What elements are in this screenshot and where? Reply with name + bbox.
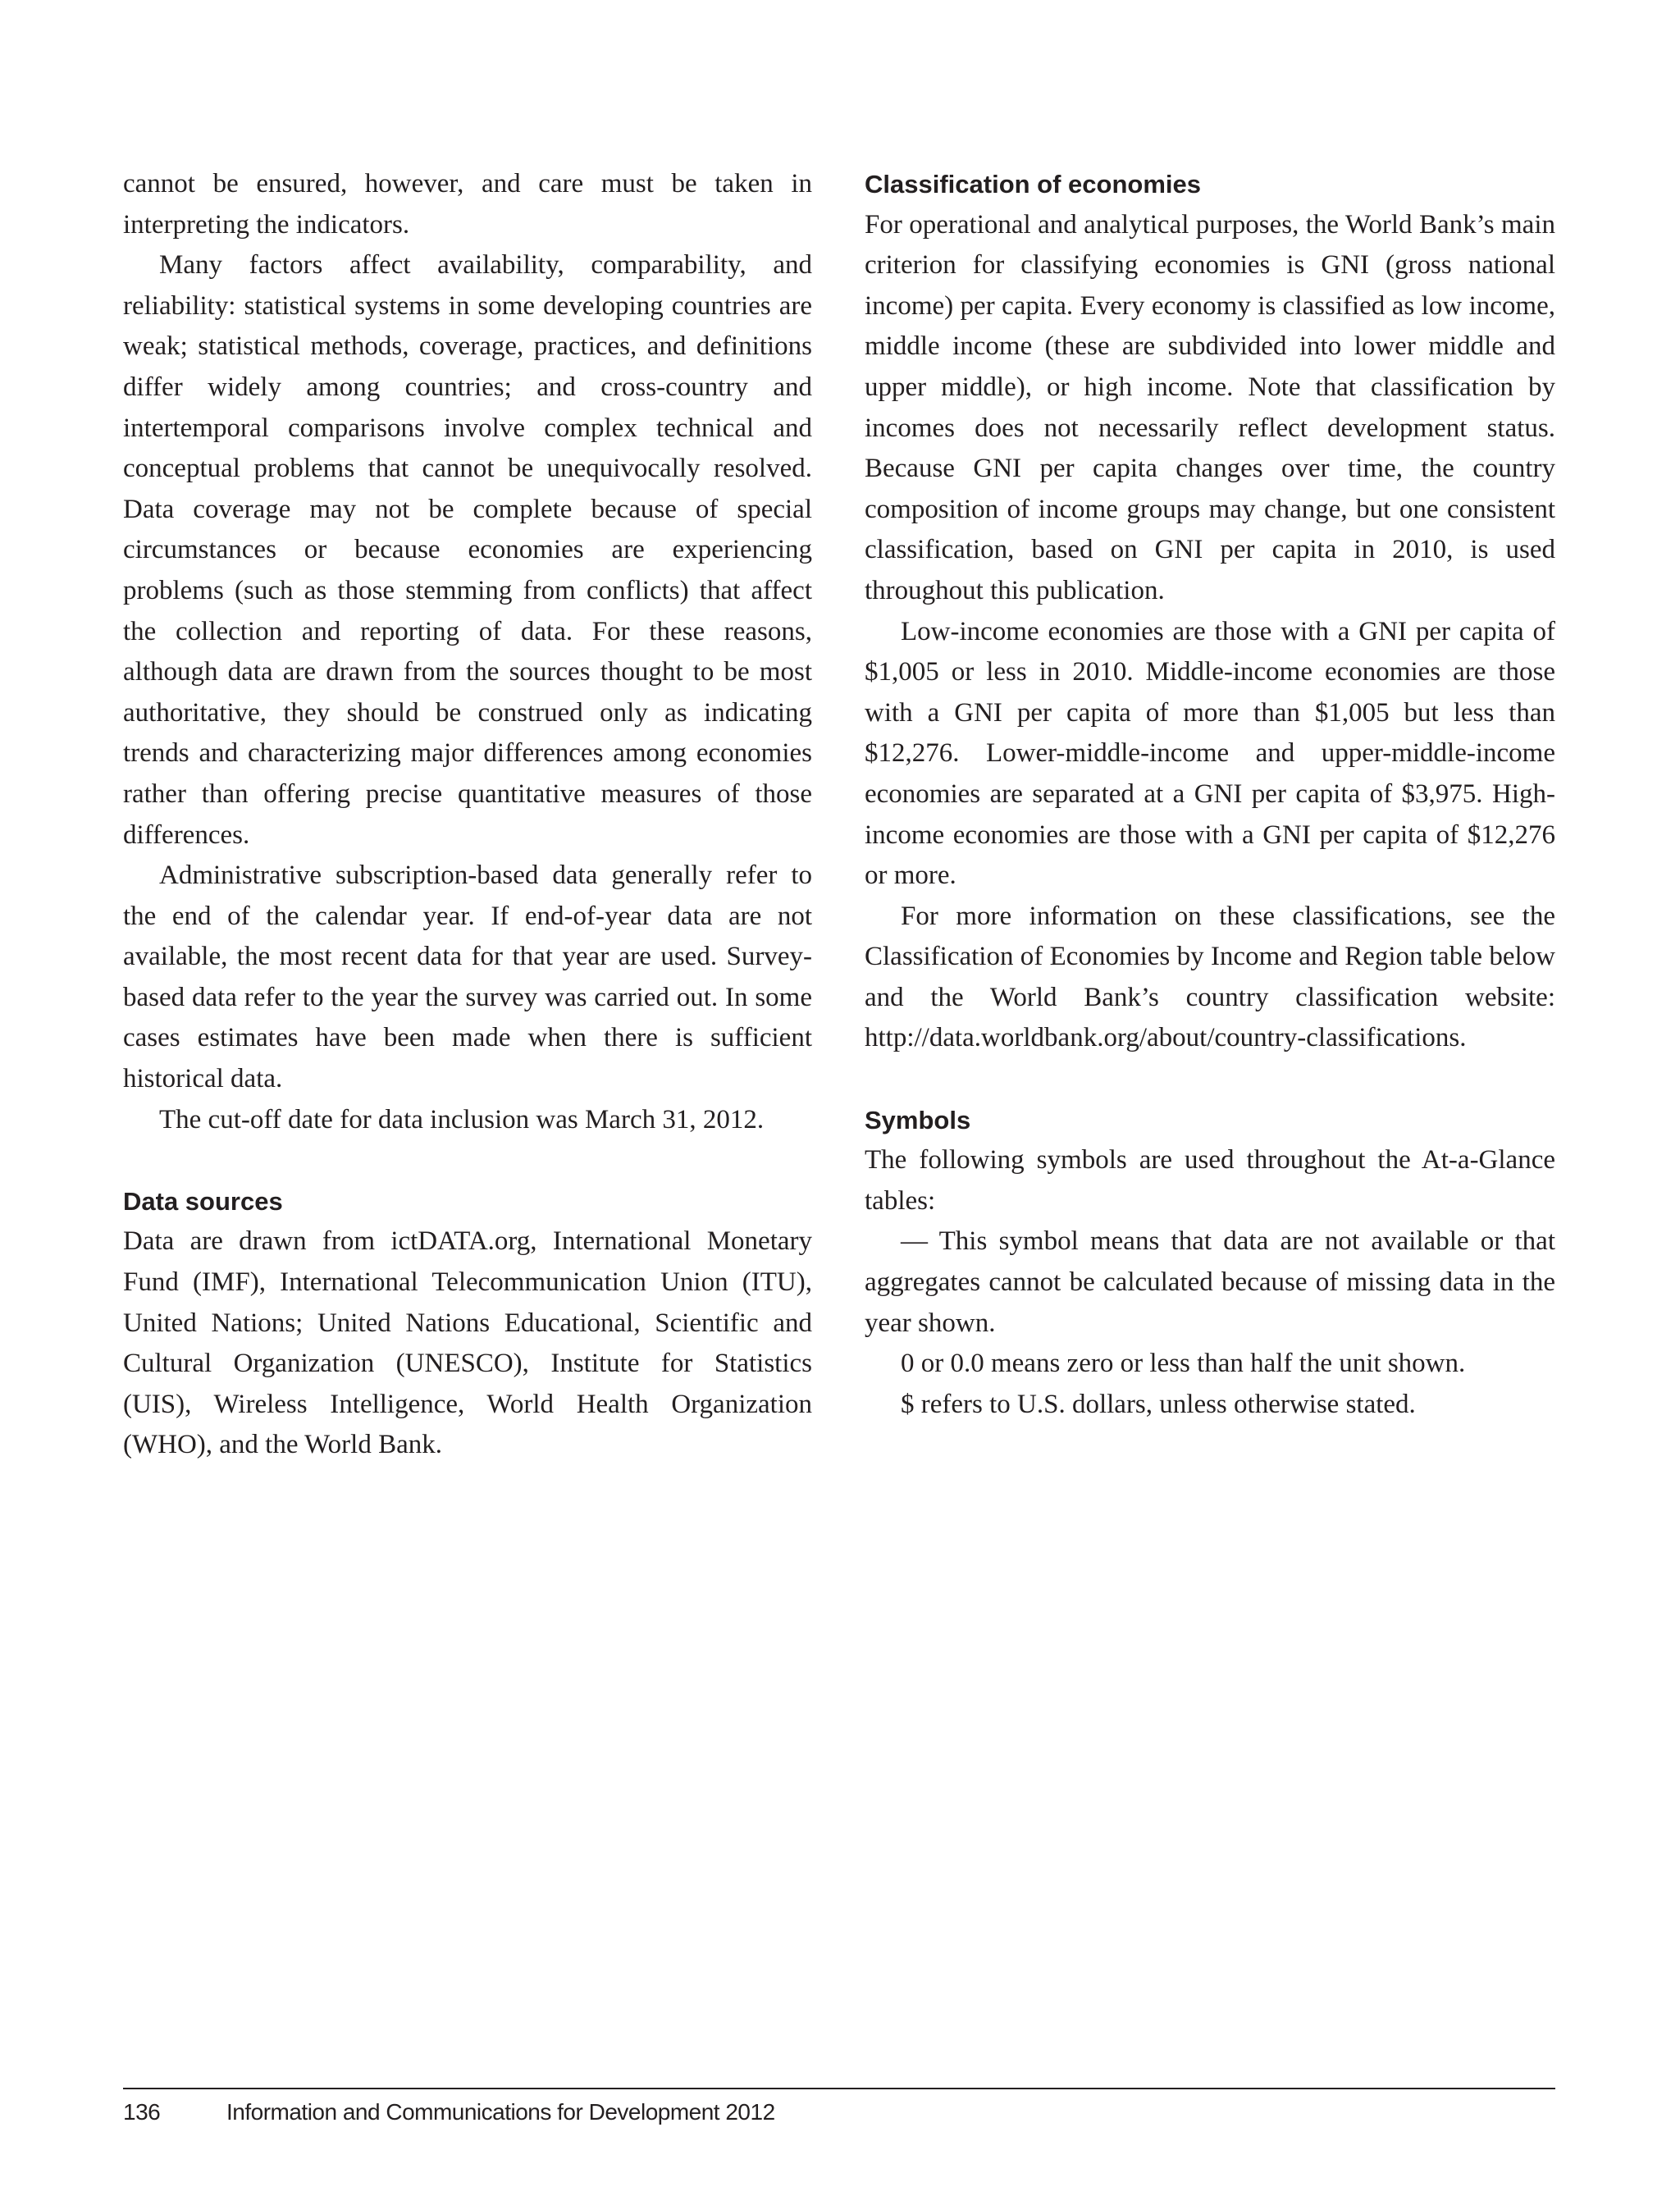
heading-symbols: Symbols — [865, 1105, 971, 1134]
section-gap — [865, 1059, 1555, 1100]
paragraph-income-thresholds: Low-income economies are those with a GNI per capita of $1,005 or less in 2010. Middle-income economies are those with a GNI per capita of more than $1,005 but less than $12,276. Lower-middle-income and upper-middle-income economies are separated at a GNI per capita of $3,975. High-income economies are those with a GNI per capita of $12,276 or more. — [865, 616, 1555, 891]
left-column — [123, 164, 812, 1466]
paragraph-more-information: For more information on these classifications, see the Classification of Economies by Income and Region table below and the World Bank’s country classification website: http://data.worldbank.org/about/country-classifications. — [865, 901, 1555, 1053]
footer-rule — [123, 2088, 1555, 2089]
page-number: 136 — [123, 2099, 161, 2125]
paragraph-cutoff-date: The cut-off date for data inclusion was March 31, 2012. — [159, 1104, 765, 1134]
paragraph-symbol-dash: — This symbol means that data are not available or that aggregates cannot be calculated because of missing data in the year shown. — [865, 1226, 1555, 1338]
paragraph-data-sources: Data are drawn from ictDATA.org, International Monetary Fund (IMF), International Telecommunication Union (ITU), United Nations; United Nations Educational, Scientific and Cultural Organization (UNESCO), Institute for Statistics (UIS), Wireless Intelligence, World Health Organization (WHO), and the World Bank. — [123, 1226, 812, 1460]
heading-data-sources: Data sources — [123, 1186, 283, 1216]
paragraph-classification-criterion: For operational and analytical purposes, the World Bank’s main criterion for classifying economies is GNI (gross national income) per capita. Every economy is classified as low income, middle income (these are subdivided into lower middle and upper middle), or high income. Note that classification by incomes does not necessarily reflect development status. Because GNI per capita changes over time, the country composition of income groups may change, but one consistent classification, based on GNI per capita in 2010, is used throughout this publication. — [865, 209, 1555, 605]
paragraph-interpretation: cannot be ensured, however, and care must be taken in interpreting the indicators. — [123, 169, 812, 240]
paragraph-symbol-zero: 0 or 0.0 means zero or less than half the unit shown. — [901, 1349, 1466, 1379]
publication-title: Information and Communications for Development 2012 — [226, 2099, 775, 2125]
page-footer — [123, 2096, 775, 2129]
paragraph-symbols-intro: The following symbols are used throughout the At-a-Glance tables: — [865, 1145, 1555, 1216]
right-column — [865, 164, 1555, 1425]
paragraph-symbol-dollar: $ refers to U.S. dollars, unless otherwise stated. — [901, 1389, 1416, 1419]
heading-classification-of-economies: Classification of economies — [865, 170, 1201, 199]
paragraph-administrative-data: Administrative subscription-based data generally refer to the end of the calendar year. If end-of-year data are not available, the most recent data for that year are used. Survey-based data refer to the year the survey was carried out. In some cases estimates have been made when there is sufficient historical data. — [123, 861, 812, 1094]
paragraph-data-factors: Many factors affect availability, comparability, and reliability: statistical systems in some developing countries are weak; statistical methods, coverage, practices, and definitions differ widely among countries; and cross-country and intertemporal comparisons involve complex technical and conceptual problems that cannot be unequivocally resolved. Data coverage may not be complete because of special circumstances or because economies are experiencing problems (such as those stemming from conflicts) that affect the collection and reporting of data. For these reasons, although data are drawn from the sources thought to be most authoritative, they should be construed only as indicating trends and characterizing major differences among economies rather than offering precise quantitative measures of those differences. — [123, 250, 812, 850]
section-gap — [123, 1140, 812, 1181]
